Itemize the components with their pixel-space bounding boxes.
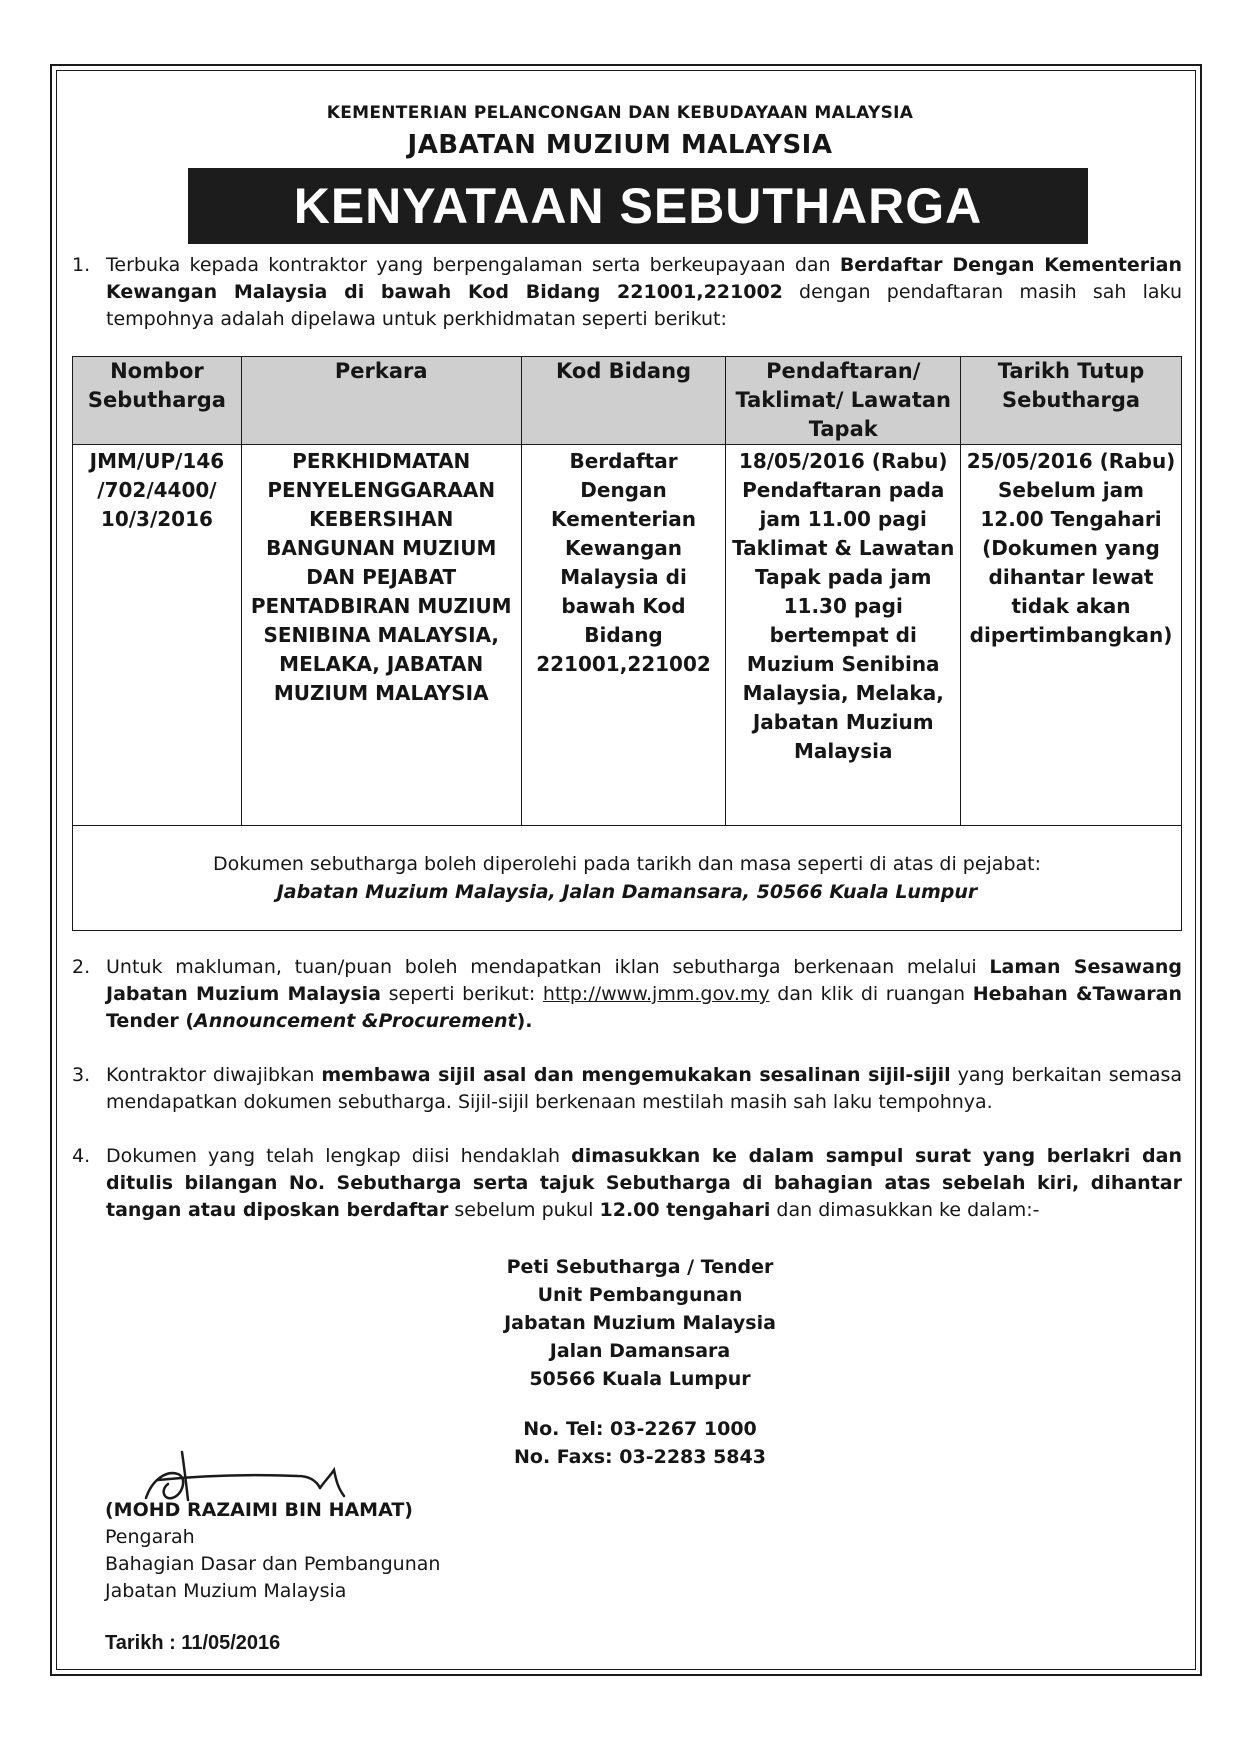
address-line: 50566 Kuala Lumpur <box>529 1368 751 1390</box>
paragraph-2-text: Untuk makluman, tuan/puan boleh mendapatkan iklan sebutharga berkenaan melalui <box>106 956 990 978</box>
signatory-name: (MOHD RAZAIMI BIN HAMAT) <box>105 1499 413 1521</box>
ministry-heading: KEMENTERIAN PELANCONGAN DAN KEBUDAYAAN MALAYSIA <box>326 103 914 123</box>
cell-kod-bidang: Berdaftar Dengan Kementerian Kewangan Malaysia di bawah Kod Bidang 221001,221002 <box>521 445 726 826</box>
document-date: Tarikh : 11/05/2016 <box>105 1632 281 1654</box>
paragraph-3-bold: membawa sijil asal dan mengemukakan sesalinan sijil-sijil <box>321 1064 951 1086</box>
paragraph-2-bold: Laman Sesawang Jabatan Muzium Malaysia <box>106 956 1183 1005</box>
paragraph-2-text-mid: seperti berikut: <box>381 983 543 1005</box>
paragraph-2-text-end: dan klik di ruangan <box>769 983 973 1005</box>
table-row <box>73 445 1182 826</box>
website-link[interactable]: http://www.jmm.gov.my <box>542 983 770 1005</box>
item-number-3: 3. <box>72 1064 91 1086</box>
table-header-row <box>73 357 1182 445</box>
address-line: Peti Sebutharga / Tender <box>506 1256 774 1278</box>
notice-title-banner: KENYATAAN SEBUTHARGA <box>188 168 1088 244</box>
cell-nombor-sebutharga: JMM/UP/146 /702/4400/ 10/3/2016 <box>73 445 242 826</box>
address-line: Jalan Damansara <box>549 1340 731 1362</box>
paragraph-2-bold-3: ). <box>516 1010 533 1032</box>
paragraph-4-bold-2: 12.00 tengahari <box>599 1199 771 1221</box>
paragraph-4-text: Dokumen yang telah lengkap diisi hendaklah <box>106 1145 572 1167</box>
cell-tarikh-tutup: 25/05/2016 (Rabu) Sebelum jam 12.00 Tengahari (Dokumen yang dihantar lewat tidak akan dipertimbangkan) <box>961 445 1182 826</box>
item-number-4: 4. <box>72 1145 91 1167</box>
paragraph-4-text-end: dan dimasukkan ke dalam:- <box>770 1199 1040 1221</box>
cell-perkara: PERKHIDMATAN PENYELENGGARAAN KEBERSIHAN BANGUNAN MUZIUM DAN PEJABAT PENTADBIRAN MUZIUM SENIBINA MALAYSIA, MELAKA, JABATAN MUZIUM MALAYSIA <box>241 445 521 826</box>
paragraph-2-bold-2: Hebahan &Tawaran Tender ( <box>106 983 1182 1032</box>
signatory-title: Pengarah <box>105 1526 195 1548</box>
header-nombor-sebutharga: Nombor Sebutharga <box>73 357 242 445</box>
paragraph-2-italic: Announcement &Procurement <box>194 1010 517 1032</box>
paragraph-3 <box>106 1062 1182 1116</box>
header-kod-bidang: Kod Bidang <box>521 357 726 445</box>
paragraph-4-bold: dimasukkan ke dalam sampul surat yang berlakri dan ditulis bilangan No. Sebutharga serta tajuk Sebutharga di bahagian atas sebelah kiri, dihantar tangan atau diposkan berdaftar <box>106 1145 1182 1221</box>
paragraph-4-text-mid: sebelum pukul <box>448 1199 600 1221</box>
telephone-number: No. Tel: 03-2267 1000 <box>523 1418 757 1440</box>
department-heading: JABATAN MUZIUM MALAYSIA <box>407 130 833 160</box>
header-perkara: Perkara <box>241 357 521 445</box>
address-line: Unit Pembangunan <box>537 1284 743 1306</box>
paragraph-1-bold: Berdaftar Dengan Kementerian Kewangan Malaysia di bawah Kod Bidang 221001,221002 <box>106 254 1182 303</box>
paragraph-3-text-end: yang berkaitan semasa mendapatkan dokumen sebutharga. Sijil-sijil berkenaan mestilah masih sah laku tempohnya. <box>106 1064 1183 1113</box>
paragraph-2 <box>106 954 1182 1035</box>
footer-line-1: Dokumen sebutharga boleh diperolehi pada tarikh dan masa seperti di atas di pejabat: <box>212 853 1042 875</box>
footer-line-2: Jabatan Muzium Malaysia, Jalan Damansara, 50566 Kuala Lumpur <box>276 881 978 903</box>
header-pendaftaran: Pendaftaran/ Taklimat/ Lawatan Tapak <box>726 357 961 445</box>
table-footer-row <box>73 826 1182 931</box>
paragraph-3-text: Kontraktor diwajibkan <box>106 1064 322 1086</box>
paragraph-4 <box>106 1143 1182 1224</box>
signatory-division: Bahagian Dasar dan Pembangunan <box>105 1553 441 1575</box>
paragraph-1-text: Terbuka kepada kontraktor yang berpengalaman serta berkeupayaan dan <box>106 254 840 276</box>
header-tarikh-tutup: Tarikh Tutup Sebutharga <box>961 357 1182 445</box>
fax-number: No. Faxs: 03-2283 5843 <box>514 1446 766 1468</box>
item-number-1: 1. <box>72 254 91 276</box>
signatory-department: Jabatan Muzium Malaysia <box>105 1580 347 1602</box>
paragraph-1-text-end: dengan pendaftaran masih sah laku tempohnya adalah dipelawa untuk perkhidmatan seperti berikut: <box>106 281 1183 330</box>
item-number-2: 2. <box>72 956 91 978</box>
address-line: Jabatan Muzium Malaysia <box>504 1312 776 1334</box>
tender-table <box>72 356 1182 931</box>
cell-pendaftaran: 18/05/2016 (Rabu) Pendaftaran pada jam 11.00 pagi Taklimat & Lawatan Tapak pada jam 11.30 pagi bertempat di Muzium Senibina Malaysia, Melaka, Jabatan Muzium Malaysia <box>726 445 961 826</box>
table-footer-cell <box>73 826 1182 931</box>
paragraph-1 <box>106 252 1182 333</box>
tender-box-address <box>0 1253 1240 1471</box>
